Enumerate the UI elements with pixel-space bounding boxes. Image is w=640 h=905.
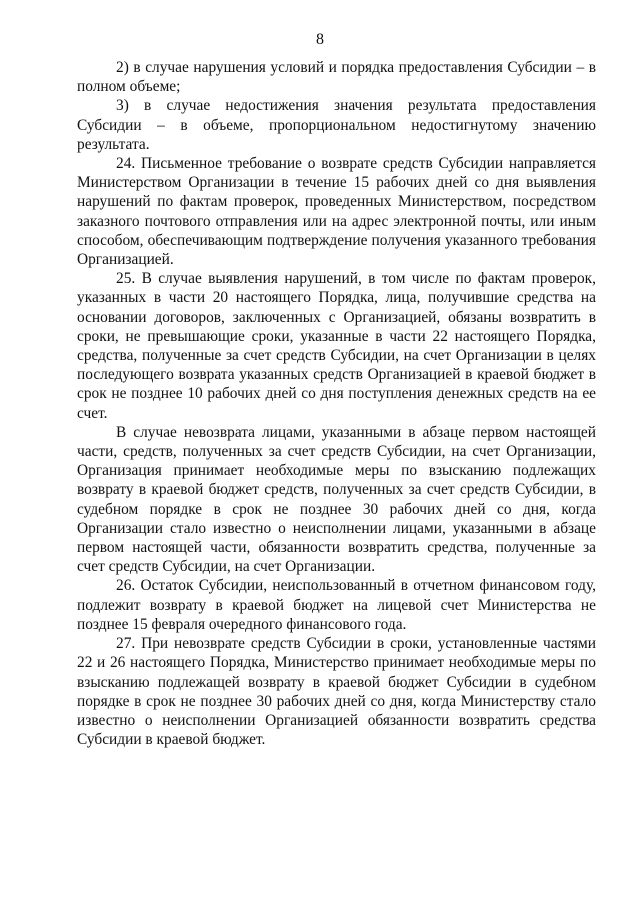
page-number: 8 [316,31,324,48]
document-body [77,58,596,749]
paragraph-27-non-return-measures: 27. При невозврате средств Субсидии в сроки, установленные частями 22 и 26 настоящего Порядка, Министерство принимает необходимые меры по взысканию подлежащей возврату в краевой бюджет Субсидии в судебном порядке в срок не позднее 30 рабочих дней со дня, когда Министерству стало известно о неисполнении Организацией обязанности возвратить средства Субсидии в краевой бюджет. [77,635,596,749]
paragraph-25-non-return: В случае невозврата лицами, указанными в абзаце первом настоящей части, средств, полученных за счет средств Субсидии, на счет Организации, Организация принимает необходимые меры по взысканию подлежащих возврату в краевой бюджет средств, полученных за счет средств Субсидии, в судебном порядке в срок не позднее 30 рабочих дней со дня, когда Организации стало известно о неисполнении лицами, указанными в абзаце первом настоящей части, обязанности возвратить средства, полученные за счет средств Субсидии, на счет Организации. [77,423,596,576]
paragraph-25-violations: 25. В случае выявления нарушений, в том числе по фактам проверок, указанных в части 20 настоящего Порядка, лица, получившие средства на основании договоров, заключенных с Организацией, обязаны возвратить в сроки, не превышающие сроки, указанные в части 22 настоящего Порядка, средства, полученные за счет средств Субсидии, на счет Организации в целях последующего возврата указанных средств Организацией в краевой бюджет в срок не позднее 10 рабочих дней со дня поступления денежных средств на ее счет. [77,270,596,422]
paragraph-item-2-full-volume: 2) в случае нарушения условий и порядка предоставления Субсидии – в полном объеме; [77,59,596,96]
paragraph-item-3-proportional: 3) в случае недостижения значения результата предоставления Субсидии – в объеме, пропорциональном недостигнутому значению результата. [77,97,596,153]
paragraph-24-written-demand: 24. Письменное требование о возврате средств Субсидии направляется Министерством Организации в течение 15 рабочих дней со дня выявления нарушений по фактам проверок, проведенных Министерством, посредством заказного почтового отправления или на адрес электронной почты, или иным способом, обеспечивающим подтверждение получения указанного требования Организацией. [77,155,596,269]
paragraph-26-subsidy-remainder: 26. Остаток Субсидии, неиспользованный в отчетном финансовом году, подлежит возврату в краевой бюджет на лицевой счет Министерства не позднее 15 февраля очередного финансового года. [77,577,596,633]
